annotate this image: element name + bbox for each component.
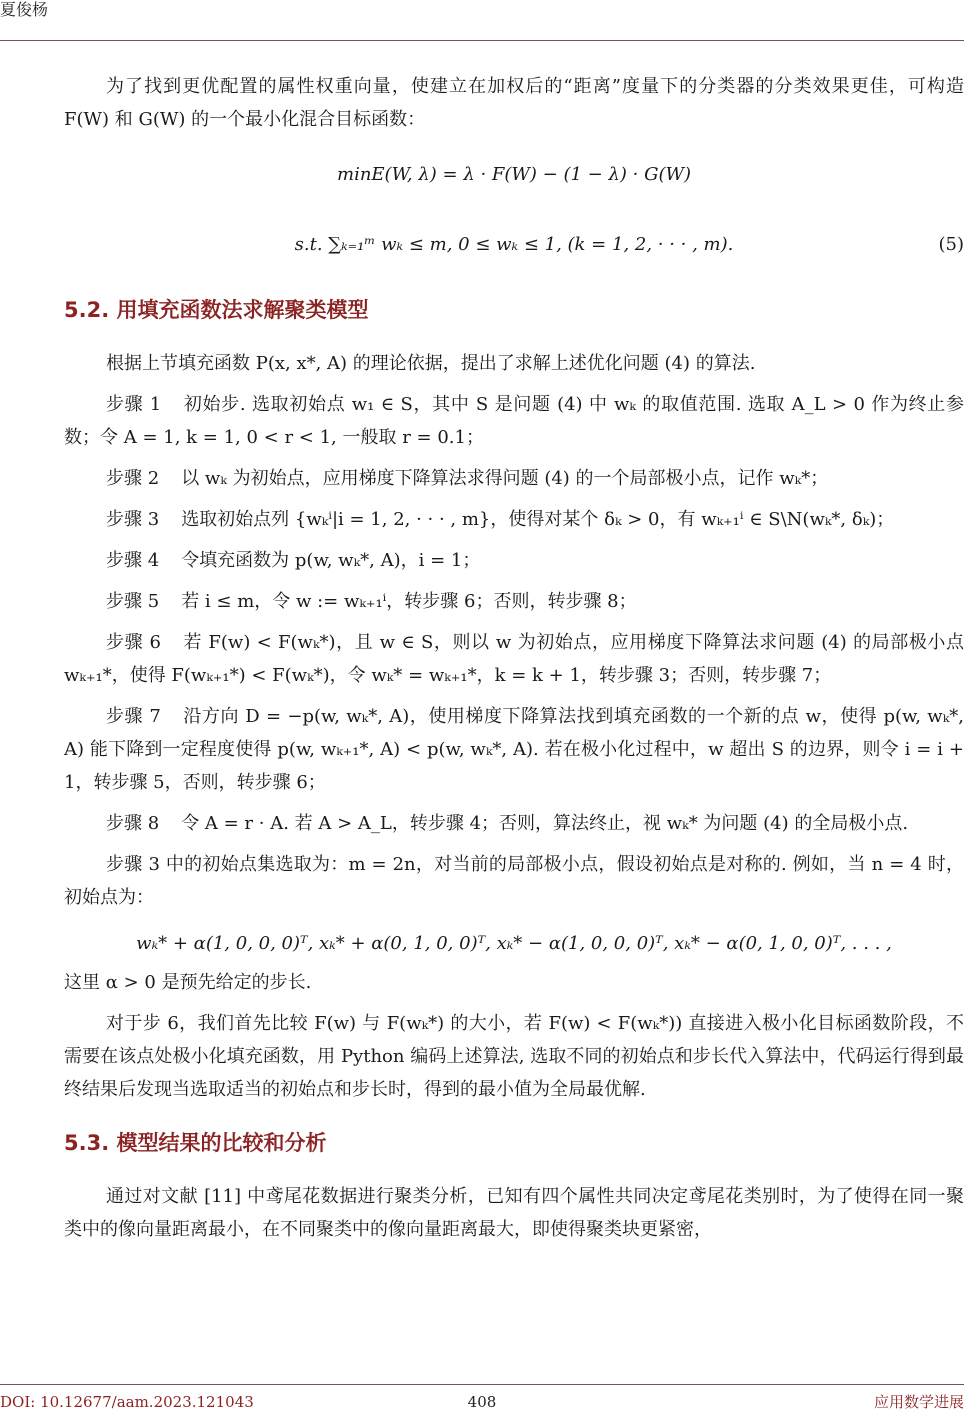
footer-doi-link[interactable]: DOI: 10.12677/aam.2023.121043: [0, 1393, 254, 1411]
header-author: 夏俊杨: [0, 0, 49, 19]
algorithm-step-3: [64, 503, 964, 536]
step-text: 若 i ≤ m，令 w := wₖ₊₁ⁱ，转步骤 6；否则，转步骤 8；: [181, 591, 637, 612]
alpha-paragraph: 这里 α > 0 是预先给定的步长.: [64, 972, 312, 993]
algorithm-step-2: [64, 462, 964, 495]
equation-objective-expr: minE(W, λ) = λ · F(W) − (1 − λ) · G(W): [337, 164, 691, 185]
step6-discussion-paragraph: 对于步 6，我们首先比较 F(w) 与 F(wₖ*) 的大小，若 F(w) < F(wₖ*)) 直接进入极小化目标函数阶段，不需要在该点处极小化填充函数，用 Python 编码上述算法, 选取不同的初始点和步长代入算法中，代码运行得到最终结果后发现当选取适当的初始点和步长时，得到的最小值为全局最优解.: [64, 1013, 964, 1100]
step-text: 选取初始点列 {wₖⁱ|i = 1, 2, · · · , m}，使得对某个 δₖ > 0，有 wₖ₊₁ⁱ ∈ S\N(wₖ*, δₖ)；: [181, 509, 895, 530]
step-text: 令填充函数为 p(w, wₖ*, A)，i = 1；: [181, 550, 481, 571]
algorithm-step-1: [64, 388, 964, 454]
footer-rule: [0, 1384, 964, 1385]
algorithm-step-4: [64, 544, 964, 577]
equation-constraint-expr: s.t. ∑ₖ₌₁ᵐ wₖ ≤ m, 0 ≤ wₖ ≤ 1, (k = 1, 2, · · · , m).: [294, 234, 734, 255]
intro-paragraph: 为了找到更优配置的属性权重向量，使建立在加权后的“距离”度量下的分类器的分类效果更佳，可构造 F(W) 和 G(W) 的一个最小化混合目标函数：: [64, 76, 964, 130]
step-text: 以 wₖ 为初始点，应用梯度下降算法求得问题 (4) 的一个局部极小点，记作 wₖ*；: [181, 468, 829, 489]
step-label: 步骤 4: [106, 550, 160, 571]
step-label: 步骤 6: [106, 632, 161, 653]
step-text: 若 F(w) < F(wₖ*)，且 w ∈ S，则以 w 为初始点，应用梯度下降算法求问题 (4) 的局部极小点 wₖ₊₁*，使得 F(wₖ₊₁*) < F(wₖ*)，令 wₖ* = wₖ₊₁*，k = k + 1，转步骤 3；否则，转步骤 7；: [64, 632, 964, 686]
step-text: 令 A = r · A. 若 A > A_L，转步骤 4；否则，算法终止，视 wₖ* 为问题 (4) 的全局极小点.: [181, 813, 909, 834]
section-5-2-intro: 根据上节填充函数 P(x, x*, A) 的理论依据，提出了求解上述优化问题 (4) 的算法.: [106, 353, 756, 374]
equation-initial-points-expr: wₖ* + α(1, 0, 0, 0)ᵀ, xₖ* + α(0, 1, 0, 0)ᵀ, xₖ* − α(1, 0, 0, 0)ᵀ, xₖ* − α(0, 1, 0, 0)ᵀ, . . . ,: [136, 933, 892, 954]
step-label: 步骤 8: [106, 813, 160, 834]
step-label: 步骤 5: [106, 591, 160, 612]
step-label: 步骤 2: [106, 468, 160, 489]
equation-constraint: [64, 221, 964, 269]
header-rule: [0, 40, 964, 41]
step-text: 初始步. 选取初始点 w₁ ∈ S，其中 S 是问题 (4) 中 wₖ 的取值范围. 选取 A_L > 0 作为终止参数；令 A = 1, k = 1, 0 < r < 1, 一般取 r = 0.1；: [64, 394, 964, 448]
equation-objective: [64, 158, 964, 191]
page-content: [64, 70, 964, 1246]
equation-number: (5): [938, 234, 964, 255]
journal-name-link[interactable]: 应用数学进展: [873, 1393, 964, 1411]
page-number: 408: [467, 1393, 497, 1411]
step-label: 步骤 7: [106, 706, 161, 727]
algorithm-step-8: [64, 807, 964, 840]
step-text: 沿方向 D = −p(w, wₖ*, A)，使用梯度下降算法找到填充函数的一个新的点 w，使得 p(w, wₖ*, A) 能下降到一定程度使得 p(w, wₖ₊₁*, A) < p(w, wₖ*, A). 若在极小化过程中，w 超出 S 的边界，则令 i = i + 1，转步骤 5，否则，转步骤 6；: [64, 706, 964, 793]
section-title-5-2: 5.2. 用填充函数法求解聚类模型: [64, 298, 369, 322]
equation-initial-points: [64, 924, 964, 964]
section-title-5-3: 5.3. 模型结果的比较和分析: [64, 1131, 327, 1155]
section-5-3-paragraph: 通过对文献 [11] 中鸢尾花数据进行聚类分析，已知有四个属性共同决定鸢尾花类别时，为了使得在同一聚类中的像向量距离最小，在不同聚类中的像向量距离最大，即使得聚类块更紧密，: [64, 1186, 964, 1240]
step-label: 步骤 1: [106, 394, 162, 415]
step-label: 步骤 3: [106, 509, 160, 530]
algorithm-step-7: [64, 700, 964, 799]
algorithm-step-6: [64, 626, 964, 692]
algorithm-step-5: [64, 585, 964, 618]
initial-points-paragraph: 步骤 3 中的初始点集选取为：m = 2n，对当前的局部极小点，假设初始点是对称的. 例如，当 n = 4 时，初始点为：: [64, 854, 964, 908]
